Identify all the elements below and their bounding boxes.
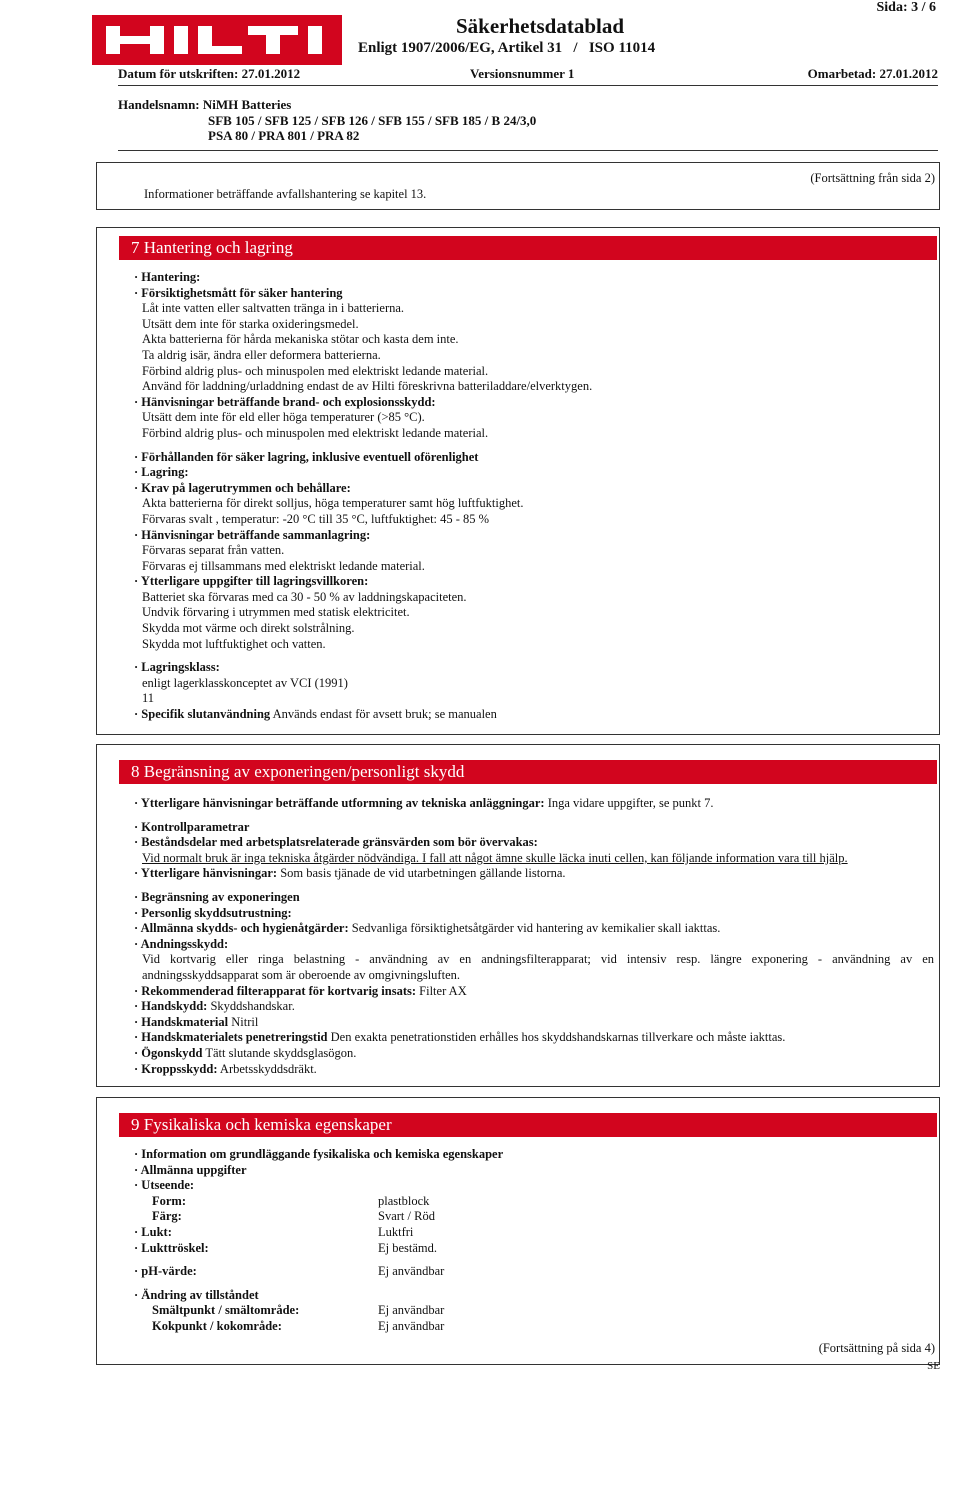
s8-line <box>134 1030 934 1046</box>
section-9-title: 9 Fysikaliska och kemiska egenskaper <box>119 1113 937 1137</box>
s9-value: plastblock <box>378 1193 430 1208</box>
language-code: SE <box>927 1360 940 1372</box>
s7-line: Ta aldrig isär, ändra eller deformera batterierna. <box>142 347 381 362</box>
s8-line-value: Som basis tjänade de vid utarbetningen gällande listorna. <box>277 866 566 881</box>
s8-line-label: · Handskydd: <box>134 999 208 1014</box>
s7-line: Akta batterierna för hårda mekaniska stötar och kasta dem inte. <box>142 332 459 347</box>
s8-line <box>134 1062 934 1078</box>
section-7-body <box>134 270 592 723</box>
s8-line-value: Skyddshandskar. <box>207 999 295 1014</box>
s7-line-value: Används endast för avsett bruk; se manualen <box>270 707 497 722</box>
s9-row <box>134 1241 503 1257</box>
spacer <box>134 812 934 820</box>
page-number: Sida: 3 / 6 <box>876 0 936 15</box>
spacer <box>134 442 592 450</box>
s8-line: · Begränsning av exponeringen <box>134 889 300 904</box>
s8-line-value: Inga vidare uppgifter, se punkt 7. <box>544 796 714 810</box>
s9-line: · Ändring av tillståndet <box>134 1287 259 1302</box>
waste-info: Informationer beträffande avfallshantering se kapitel 13. <box>144 187 427 201</box>
s8-line <box>134 796 934 812</box>
s7-line: Batteriet ska förvaras med ca 30 - 50 % av laddningskapaciteten. <box>142 589 467 604</box>
s8-line-label: · Allmänna skydds- och hygienåtgärder: <box>134 921 349 936</box>
s9-value: Ej användbar <box>378 1318 445 1333</box>
s8-line-value: Arbetsskyddsdräkt. <box>217 1061 317 1076</box>
hilti-logo-icon <box>92 15 342 65</box>
s8-line-label: · Handskmaterialets penetreringstid <box>134 1030 328 1045</box>
s8-line-label: · Ytterligare hänvisningar beträffande utformning av tekniska anläggningar: <box>134 796 545 810</box>
s9-value: Luktfri <box>378 1224 414 1239</box>
s9-row <box>134 1225 503 1241</box>
s9-line: · Allmänna uppgifter <box>134 1162 247 1177</box>
s8-line: · Andningsskydd: <box>134 936 229 951</box>
s7-line-label: · Specifik slutanvändning <box>134 707 271 722</box>
revised-date: Omarbetad: 27.01.2012 <box>807 66 938 81</box>
s9-row <box>134 1303 503 1319</box>
s9-row <box>134 1319 503 1335</box>
s9-key: · pH-värde: <box>134 1264 197 1279</box>
print-date: Datum för utskriften: 27.01.2012 <box>118 66 301 81</box>
s8-line: Vid normalt bruk är inga tekniska åtgärder nödvändiga. I fall att något ämne skulle läcka inuti cellen, kan följande information vara till hjälp. <box>142 850 848 865</box>
s7-line: Utsätt dem inte för starka oxideringsmedel. <box>142 316 359 331</box>
s8-line <box>134 1015 934 1031</box>
header-divider <box>118 150 938 151</box>
section-7-title: 7 Hantering och lagring <box>119 236 937 260</box>
s9-key: Färg: <box>152 1209 182 1224</box>
s9-row <box>134 1209 503 1225</box>
s7-line: Förvaras svalt , temperatur: -20 °C till 35 °C, luftfuktighet: 45 - 85 % <box>142 511 490 526</box>
s7-line: · Lagring: <box>134 465 189 480</box>
s9-key: Smältpunkt / smältområde: <box>152 1303 300 1318</box>
s8-line <box>134 1046 934 1062</box>
s7-line: Akta batterierna för direkt solljus, höga temperaturer samt hög luftfuktighet. <box>142 496 524 511</box>
spacer <box>134 1256 503 1264</box>
s8-line-label: · Rekommenderad filterapparat för kortvarig insats: <box>134 983 417 998</box>
s7-line: Utsätt dem inte för eld eller höga temperaturer (>85 °C). <box>142 410 425 425</box>
s7-line: Skydda mot värme och direkt solstrålning. <box>142 621 355 636</box>
hilti-logo <box>92 15 342 65</box>
s9-value: Ej bestämd. <box>378 1240 438 1255</box>
continuation-box <box>96 162 940 210</box>
spacer <box>134 652 592 660</box>
s9-line: · Utseende: <box>134 1178 195 1193</box>
section-8-title: 8 Begränsning av exponeringen/personligt skydd <box>119 760 937 784</box>
s7-line: Skydda mot luftfuktighet och vatten. <box>142 636 326 651</box>
s9-value: Ej användbar <box>378 1264 445 1279</box>
s7-line: · Hänvisningar beträffande brand- och explosionsskydd: <box>134 394 436 409</box>
s8-line-label: · Kroppsskydd: <box>134 1061 218 1076</box>
s8-line-value: Den exakta penetrationstiden erhålles hos skyddshandskarnas tillverkare och måste iakttas. <box>327 1030 786 1045</box>
document-subtitle: Enligt 1907/2006/EG, Artikel 31 / ISO 11014 <box>358 40 656 56</box>
s8-line <box>134 999 934 1015</box>
s8-line <box>134 984 934 1000</box>
s8-line <box>134 866 934 882</box>
s7-line: Förvaras separat från vatten. <box>142 543 285 558</box>
s8-line-value: Filter AX <box>416 983 467 998</box>
header-divider <box>118 85 938 86</box>
s9-value: Svart / Röd <box>378 1209 435 1224</box>
s8-line: andningsskyddsapparat som är oberoende av omgivningsluften. <box>142 967 460 982</box>
s7-line: · Hantering: <box>134 270 201 284</box>
section-7 <box>96 227 940 735</box>
s7-line: · Försiktighetsmått för säker hantering <box>134 285 343 300</box>
s8-line: · Beståndsdelar med arbetsplatsrelaterade gränsvärden som bör övervakas: <box>134 835 538 850</box>
section-9 <box>96 1097 940 1365</box>
s7-line: · Ytterligare uppgifter till lagringsvillkoren: <box>134 574 369 589</box>
s9-line: · Information om grundläggande fysikaliska och kemiska egenskaper <box>134 1147 504 1161</box>
s7-line: · Hänvisningar beträffande sammanlagring: <box>134 527 371 542</box>
s8-line-value: Tätt slutande skyddsglasögon. <box>202 1045 357 1060</box>
s7-line: Förbind aldrig plus- och minuspolen med elektriskt ledande material. <box>142 363 489 378</box>
trade-name-line: PSA 80 / PRA 801 / PRA 82 <box>208 128 360 143</box>
s8-line-label: · Ytterligare hänvisningar: <box>134 866 278 881</box>
continued-to: (Fortsättning på sida 4) <box>818 1341 935 1355</box>
section-8-body <box>134 796 934 1077</box>
continued-from: (Fortsättning från sida 2) <box>810 171 935 185</box>
version-number: Versionsnummer 1 <box>470 66 575 81</box>
s9-row <box>134 1264 503 1280</box>
section-9-body <box>134 1147 503 1335</box>
s7-line: Förvaras ej tillsammans med elektriskt ledande material. <box>142 558 425 573</box>
s8-line <box>134 921 934 937</box>
trade-name-line: SFB 105 / SFB 125 / SFB 126 / SFB 155 / SFB 185 / B 24/3,0 <box>208 112 537 128</box>
s7-line: Använd för laddning/urladdning endast de av Hilti föreskrivna batteriladdare/elverktygen. <box>142 379 593 394</box>
trade-name <box>118 97 536 144</box>
s8-line-label: · Ögonskydd <box>134 1045 203 1060</box>
s7-line <box>134 707 592 723</box>
s8-line-label: · Handskmaterial <box>134 1014 229 1029</box>
s7-line: · Förhållanden för säker lagring, inklusive eventuell oförenlighet <box>134 449 479 464</box>
s8-line: · Personlig skyddsutrustning: <box>134 905 292 920</box>
s9-key: · Lukt: <box>134 1224 172 1239</box>
s8-line-value: Sedvanliga försiktighetsåtgärder vid hantering av kemikalier skall iakttas. <box>348 921 721 936</box>
s9-key: · Lukttröskel: <box>134 1240 209 1255</box>
s8-line: Vid kortvarig eller ringa belastning - användning av en andningsfilterapparat; vid intensiv resp. längre exponering - användning av en <box>142 952 934 967</box>
s7-line: Låt inte vatten eller saltvatten tränga in i batterierna. <box>142 301 405 316</box>
s7-line: · Lagringsklass: <box>134 660 220 675</box>
section-8 <box>96 744 940 1087</box>
s7-line: · Krav på lagerutrymmen och behållare: <box>134 480 351 495</box>
s9-row <box>134 1194 503 1210</box>
s9-key: Kokpunkt / kokområde: <box>152 1318 282 1333</box>
s8-line: · Kontrollparametrar <box>134 819 250 834</box>
s9-value: Ej användbar <box>378 1303 445 1318</box>
s7-line: Undvik förvaring i utrymmen med statisk elektricitet. <box>142 605 410 620</box>
s7-line: enligt lagerklasskonceptet av VCI (1991) <box>142 675 348 690</box>
s9-key: Form: <box>152 1193 187 1208</box>
spacer <box>134 1280 503 1288</box>
s7-line: Förbind aldrig plus- och minuspolen med elektriskt ledande material. <box>142 425 489 440</box>
spacer <box>134 882 934 890</box>
s8-line-value: Nitril <box>228 1014 259 1029</box>
document-title: Säkerhetsdatablad <box>455 14 625 38</box>
trade-name-line: Handelsnamn: NiMH Batteries <box>118 97 292 112</box>
s7-line: 11 <box>142 691 155 706</box>
